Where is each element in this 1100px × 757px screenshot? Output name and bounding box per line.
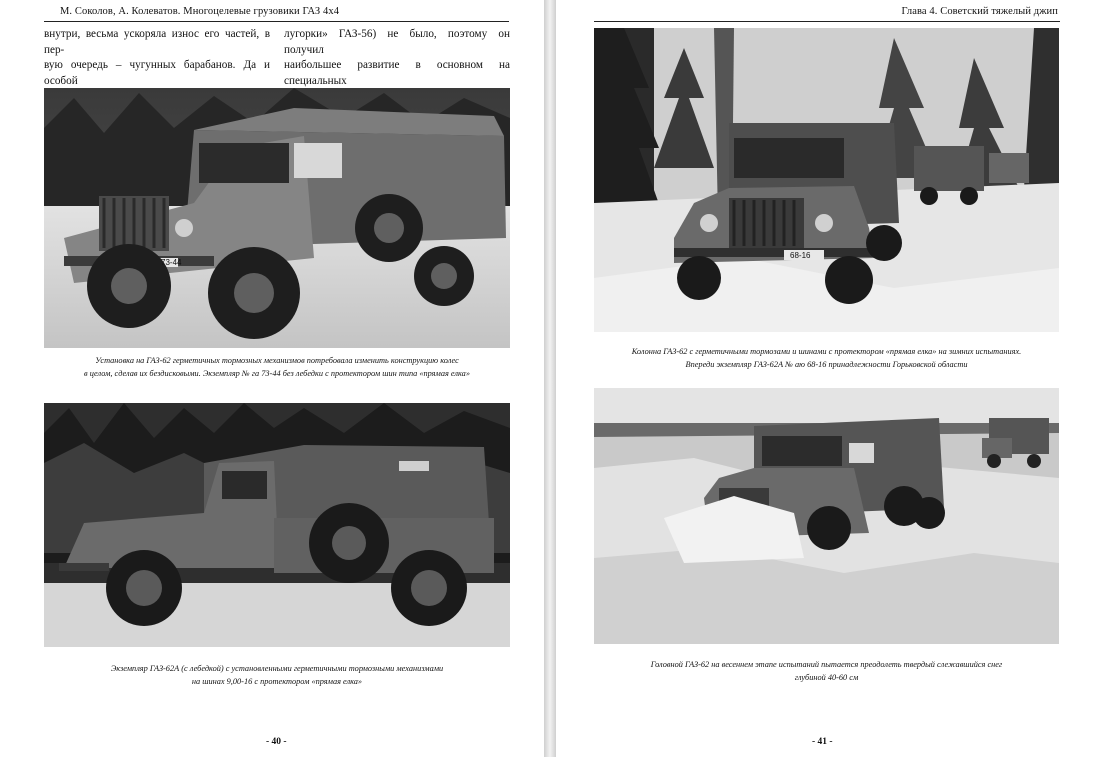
caption-line: на шинах 9,00-16 с протектором «прямая елка» [191, 677, 363, 686]
text-line: лугорки» ГАЗ-56) не было, поэтому он получил [284, 28, 510, 56]
text-line: наибольшее развитие в основном на специальных [284, 59, 510, 87]
caption-line: Впереди экземпляр ГАЗ-62А № аю 68-16 принадлежности Горьковской области [685, 360, 968, 369]
license-plate-text: 68-16 [790, 251, 811, 260]
left-running-head: М. Соколов, А. Колеватов. Многоцелевые грузовики ГАЗ 4х4 [60, 6, 340, 17]
right-running-head: Глава 4. Советский тяжелый джип [901, 6, 1058, 17]
photo-gaz62a-side-view [44, 403, 510, 647]
page-number-right: - 41 - [812, 737, 833, 747]
caption-photo-2 [44, 662, 510, 688]
caption-line: Установка на ГАЗ-62 герметичных тормозных механизмов потребовала изменить конструкцию колес [95, 356, 459, 365]
caption-photo-3 [594, 345, 1059, 371]
caption-line: Колонна ГАЗ-62 с герметичными тормозами и шинами с протектором «прямая елка» на зимних испытаниях. [631, 347, 1022, 356]
license-plate-text: 73-44 [161, 258, 182, 267]
text-line: внутри, весьма ускоряла износ его частей, в пер- [44, 28, 270, 56]
right-header-rule [594, 21, 1060, 22]
caption-photo-1 [44, 354, 510, 380]
text-line: вую очередь – чугунных барабанов. Да и особой [44, 59, 270, 87]
photo-gaz62-front-three-quarter [44, 88, 510, 348]
book-gutter [544, 0, 556, 757]
photo-gaz62-deep-snow [594, 388, 1059, 644]
left-page [0, 0, 544, 757]
caption-photo-4 [594, 658, 1059, 684]
caption-line: Экземпляр ГАЗ-62А (с лебедкой) с установленными герметичными тормозными механизмами [110, 664, 444, 673]
page-number-left: - 40 - [266, 737, 287, 747]
left-header-rule [44, 21, 509, 22]
photo-gaz62-convoy-winter [594, 28, 1059, 332]
right-page [556, 0, 1100, 757]
caption-line: в целом, сделав их бездисковыми. Экземпляр № га 73-44 без лебедки с протектором шин типа «прямая елка» [84, 369, 470, 378]
caption-line: глубиной 40-60 см [794, 673, 859, 682]
caption-line: Головной ГАЗ-62 на весеннем этапе испытаний пытается преодолеть твердый слежавшийся снег [650, 660, 1003, 669]
